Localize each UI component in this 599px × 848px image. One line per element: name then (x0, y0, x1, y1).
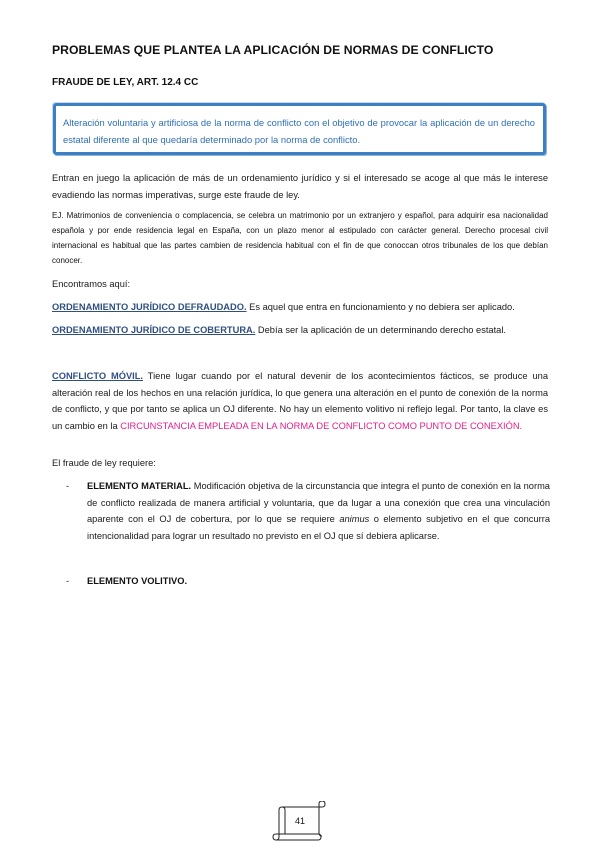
mobile-conflict-term: CONFLICTO MÓVIL. (52, 371, 144, 381)
material-text-part2: o elemento subjetivo en el que concurra intencionalidad para lograr un resultado no previsto en el OJ que sí debiera aplicarse. (87, 514, 550, 541)
defrauded-term: ORDENAMIENTO JURÍDICO DEFRAUDADO. (52, 302, 247, 312)
page-title: PROBLEMAS QUE PLANTEA LA APLICACIÓN DE NORMAS DE CONFLICTO (52, 43, 494, 57)
example-paragraph: EJ. Matrimonios de conveniencia o complacencia, se celebra un matrimonio por un extranjero y español, para adquirir esa nacionalidad española y por ende residencia legal en España, con un plazo menor al estipulado con carácter general. Derecho procesal civil internacional es habitual que las partes cambien de residencia habitual con el fin de que conoccan otros tribunales de los que debían conocer. (52, 211, 548, 265)
list-item-volitive (66, 573, 550, 590)
defrauded-text: Es aquel que entra en funcionamiento y no debiera ser aplicado. (246, 302, 515, 312)
coverage-term: ORDENAMIENTO JURÍDICO DE COBERTURA. (52, 325, 256, 335)
definition-text: Alteración voluntaria y artificiosa de la norma de conflicto con el objetivo de provocar la aplicación de un derecho estatal diferente al que quedaría determinado por la norma de conflicto. (63, 117, 535, 145)
material-text (87, 478, 550, 544)
found-here-label: Encontramos aquí: (52, 279, 131, 289)
material-term: ELEMENTO MATERIAL. (87, 481, 192, 491)
volitive-text (87, 573, 550, 590)
mobile-conflict-text: Tiene lugar cuando por el natural devenir de los acontecimientos fácticos, se produce una alteración real de los hechos en una relación jurídica, lo que genera una alteración en el punto de conexión de la norma de conflicto, y que por tanto se aplica un OJ diferente. No hay un elemento volitivo ni reflejo legal. Por tanto, la clave es un cambio en la (52, 371, 548, 431)
list-dash: - (66, 481, 70, 491)
coverage-text: Debía ser la aplicación de un determinando derecho estatal. (255, 325, 507, 335)
defrauded-definition (52, 299, 548, 316)
coverage-definition (52, 322, 548, 339)
page-number: 41 (294, 816, 305, 826)
animus-italic: animus (339, 514, 370, 524)
section-subtitle: FRAUDE DE LEY, ART. 12.4 CC (52, 77, 199, 88)
mobile-conflict-highlight: CIRCUNSTANCIA EMPLEADA EN LA NORMA DE CONFLICTO COMO PUNTO DE CONEXIÓN. (120, 420, 523, 431)
requires-label: El fraude de ley requiere: (52, 458, 156, 468)
list-item-material (66, 478, 550, 544)
list-dash: - (66, 576, 70, 586)
definition-callout-box (53, 103, 546, 155)
intro-paragraph: Entran en juego la aplicación de más de un ordenamiento jurídico y si el interesado se acoge al que más le interese evadiendo las normas imperativas, surge este fraude de ley. (52, 173, 548, 200)
volitive-term: ELEMENTO VOLITIVO. (87, 576, 188, 586)
mobile-conflict-paragraph (52, 368, 548, 434)
material-text-part1: Modificación objetiva de la circunstancia que integra el punto de conexión en la norma de conflicto realizada de manera artificial y voluntaria, que da lugar a una conexión que crea una vinculación aparente con el OJ de cobertura, por lo que se requiere (87, 481, 550, 524)
